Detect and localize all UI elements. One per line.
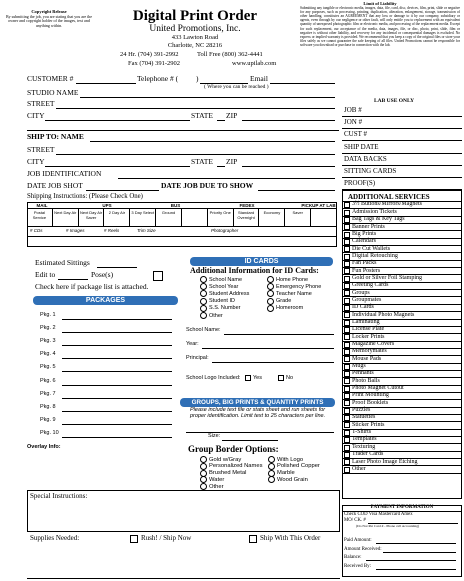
paid-amount-label: Paid Amount: [344, 538, 372, 543]
checkbox-icon[interactable] [344, 305, 350, 311]
service-item-label: Gold or Silver Foil Stamping [352, 274, 423, 281]
ship-street-label: STREET [27, 145, 55, 154]
checkbox-icon[interactable] [344, 408, 350, 414]
border-option-label: Polished Copper [277, 463, 320, 470]
checkbox-icon[interactable] [344, 217, 350, 223]
id-card-option[interactable] [200, 298, 235, 305]
shipping-group-label: BUS [170, 203, 181, 208]
copyright-body: By submitting the job, you are stating that you are the owner and copyright holder of the images, text and anything within. [5, 13, 93, 28]
city-field[interactable] [45, 120, 190, 121]
checkbox-icon[interactable] [344, 371, 350, 377]
balance-label: Balance: [344, 555, 362, 560]
service-item-label: ID Cards [352, 304, 374, 311]
email-field[interactable] [270, 83, 335, 84]
package-field[interactable] [62, 385, 172, 386]
checkbox-icon[interactable] [344, 437, 350, 443]
state-field[interactable] [217, 120, 225, 121]
border-option-label: Wood Grain [277, 476, 308, 483]
company-address: 433 Lawton Road [171, 34, 219, 41]
shipping-option[interactable]: Next Day Air [53, 209, 79, 226]
checkbox-icon[interactable] [344, 334, 350, 340]
date-shot-field[interactable] [86, 190, 159, 191]
service-item-label: Laser Photo Image Etching [352, 458, 418, 465]
job-id-label: JOB IDENTIFICATION [27, 169, 102, 178]
checkbox-icon[interactable] [344, 268, 350, 274]
package-label: Pkg. 6 [40, 377, 56, 384]
checkbox-icon[interactable] [344, 386, 350, 392]
street-label: STREET [27, 99, 55, 108]
ship-to-name-field[interactable] [90, 141, 335, 142]
radio-circle-icon[interactable] [200, 305, 207, 312]
copyright-release [5, 10, 93, 28]
package-field[interactable] [62, 345, 172, 346]
customer-number-field[interactable] [76, 83, 136, 84]
id-card-option[interactable] [200, 276, 242, 283]
liability-body: Submitting any tangible or electronic media, images, data, file, card, disc, devices, film, print, slide or negative for any purposes, such as processing, printing, duplication, alteration, enlargement, storage, transmission of other handling, constitutes an AGREEMENT that any loss or damage to it by our company, subsidiary or agents, even through by our negligence or other fault, will only entitle you to replacement with an equivalent quantity of unexposed photographic film or electronic media, and processing of the replacement media. Except for such replacement, our acceptance of the media, data, images, file, or disc, photo, print, slide, film or negative is without other liability, and recovery for any incidental or consequential damages is excluded. No express or implied warranty is provided. We recommend that you keep a copy of the original files or store your files safely as we cannot guarantee the safe keeping of all files. United Promotions cannot be responsible for software you download or purchase in connection with the lab. [300, 6, 460, 47]
services-list [342, 202, 462, 474]
package-label: Pkg. 3 [40, 338, 56, 345]
edit-to-label: Edit to [35, 270, 56, 279]
lab-field-line[interactable] [342, 153, 462, 154]
checkbox-icon[interactable] [344, 327, 350, 333]
checkbox-icon[interactable] [344, 430, 350, 436]
id-card-option[interactable] [267, 276, 308, 283]
ship-zip-field[interactable] [242, 166, 335, 167]
service-item-label: Photo Magnet Cutout [352, 385, 404, 392]
service-item[interactable] [342, 466, 462, 473]
id-card-option-label: Grade [276, 298, 292, 305]
shipping-count-label: # CDs [30, 228, 43, 233]
package-label: Pkg. 9 [40, 416, 56, 423]
service-item-label: Statuettes [352, 414, 376, 421]
lab-field-label: SHIP DATE [344, 142, 379, 151]
checkbox-icon[interactable] [344, 261, 350, 267]
service-item-label: Locker Prints [352, 333, 385, 340]
poses-label: Pose(s) [91, 270, 114, 279]
estimated-sittings-field[interactable] [97, 267, 137, 268]
service-item-label: T-Shirts [352, 429, 372, 436]
checkbox-icon[interactable] [344, 445, 350, 451]
service-item-label: Magazine Covers [352, 341, 395, 347]
lab-field-line[interactable] [342, 128, 462, 129]
service-item-label: Groups [352, 289, 370, 296]
service-item-label: Big Prints [352, 230, 377, 237]
limit-of-liability [300, 2, 460, 47]
service-item-label: Memorymates [352, 348, 387, 355]
service-item-label: Die Cut Wallets [352, 245, 391, 252]
package-field[interactable] [62, 358, 172, 359]
service-item-label: Photo Balls [352, 377, 380, 384]
service-item-label: Greeting Cards [352, 282, 389, 289]
fax: Fax (704) 391-2902 [128, 60, 180, 67]
shipping-counts-line [27, 236, 337, 237]
lab-field-label: DATA BACKS [344, 154, 387, 163]
shipping-option[interactable] [311, 209, 337, 226]
checkbox-icon[interactable] [344, 356, 350, 362]
radio-circle-icon[interactable] [267, 276, 274, 283]
service-item-label: 3½ Buttons/Mirrors/Magnets [352, 201, 422, 208]
border-option[interactable] [268, 476, 308, 483]
id-card-option[interactable] [200, 312, 223, 319]
id-card-option-label: Homeroom [276, 305, 304, 312]
id-card-option-label: School Name [209, 276, 243, 283]
id-card-option[interactable] [267, 290, 312, 297]
amount-received-label: Amount Received: [344, 547, 382, 552]
estimated-sittings-label: Estimated Sittings [35, 258, 90, 267]
zip-label: ZIP [226, 111, 238, 120]
ship-street-field[interactable] [56, 154, 335, 155]
service-item-label: Proof Booklets [352, 399, 389, 406]
lab-use-heading: LAB USE ONLY [374, 98, 415, 104]
lab-field-label: SITTING CARDS [344, 167, 397, 175]
id-card-option[interactable] [200, 290, 249, 297]
telephone-close: ) [196, 74, 199, 83]
logo-no-checkbox[interactable] [278, 375, 284, 381]
shipping-options-line [27, 226, 337, 227]
package-list-checkbox[interactable] [153, 271, 163, 281]
ship-zip-label: ZIP [226, 157, 238, 166]
checkbox-icon[interactable] [344, 467, 350, 473]
service-item-label: Mouse Pads [352, 355, 382, 362]
package-label: Pkg. 7 [40, 390, 56, 397]
logo-no-label: No [286, 375, 294, 381]
divider [27, 130, 339, 131]
logo-yes-checkbox[interactable] [245, 375, 251, 381]
lab-field-label: JON # [344, 118, 363, 127]
id-cards-heading: ID CARDS [190, 257, 333, 266]
id-card-option-label: Student ID [209, 298, 235, 305]
id-card-option-label: S.S. Number [209, 305, 241, 312]
state-label: STATE [191, 111, 213, 120]
lab-field-line[interactable] [342, 140, 462, 141]
rush-label: Rush! / Ship Now [141, 534, 192, 542]
packages-heading: PACKAGES [33, 296, 178, 305]
service-item-label: Banner Prints [352, 223, 385, 230]
package-label: Pkg. 1 [40, 312, 56, 318]
service-item-label: Fan Packs [352, 260, 377, 267]
service-item-label: License Plate [352, 326, 385, 333]
overlay-info-label: Overlay Info: [27, 444, 61, 450]
principal-label: Principal: [186, 355, 209, 361]
radio-circle-icon[interactable] [267, 305, 274, 312]
company-city: Charlotte, NC 28216 [167, 42, 223, 49]
radio-circle-icon[interactable] [267, 290, 274, 297]
checkbox-icon[interactable] [344, 276, 350, 282]
checkbox-icon[interactable] [344, 290, 350, 296]
checkbox-icon[interactable] [344, 422, 350, 428]
border-option-label: Personalized Names [209, 463, 263, 470]
radio-circle-icon[interactable] [200, 276, 207, 283]
package-field[interactable] [62, 319, 172, 320]
checkbox-icon[interactable] [344, 298, 350, 304]
package-list-label: Check here if package list is attached. [35, 282, 149, 291]
customer-number-label: CUSTOMER # [27, 74, 74, 83]
ship-state-field[interactable] [217, 166, 225, 167]
year-label: Year: [186, 341, 199, 347]
service-item-label: Digital Retouching [352, 252, 398, 259]
ship-with-label: Ship With This Order [260, 534, 321, 542]
page-title: Digital Print Order [132, 8, 258, 24]
checkbox-icon[interactable] [344, 349, 350, 355]
supplies-bottom-line [27, 578, 340, 579]
radio-circle-icon[interactable] [268, 476, 275, 483]
shipping-group-label: MAIL [36, 203, 48, 208]
school-name-field[interactable] [224, 334, 334, 335]
radio-circle-icon[interactable] [200, 298, 207, 305]
shipping-option[interactable]: Saver [285, 209, 311, 226]
service-item-label: Print Mounting [352, 392, 389, 399]
package-label: Pkg. 5 [40, 364, 56, 371]
id-card-option[interactable] [200, 283, 238, 290]
radio-circle-icon[interactable] [200, 290, 207, 297]
mo-ck-label: MO/ CK. # [344, 518, 366, 523]
groups-note: Please include text file or stats sheet and run sheets for proper identification. Limit text to 25 characters per line. [190, 407, 326, 420]
service-item-label: Laminating [352, 318, 380, 325]
border-option-label: With Logo [277, 456, 304, 463]
shipping-option[interactable]: Priority One [208, 209, 234, 226]
id-card-option[interactable] [267, 305, 303, 312]
school-name-label: School Name: [186, 327, 221, 333]
payment-methods: Check COD Visa Mastercard Amex [344, 512, 413, 517]
shipping-group-label: PICKUP AT LAB [301, 203, 336, 208]
amount-received-field[interactable] [383, 552, 456, 553]
service-item-label: Mugs [352, 363, 366, 370]
checkbox-icon[interactable] [344, 393, 350, 399]
checkbox-icon[interactable] [344, 364, 350, 370]
shipping-option[interactable]: Economy [260, 209, 286, 226]
id-card-option[interactable] [267, 298, 291, 305]
checkbox-icon[interactable] [344, 378, 350, 384]
shipping-option[interactable]: 3 Day Select [130, 209, 156, 226]
supplies-needed-label: Supplies Needed: [30, 534, 80, 542]
checkbox-icon[interactable] [344, 254, 350, 260]
checkbox-icon[interactable] [344, 415, 350, 421]
service-item-label: Calendars [352, 238, 376, 245]
id-card-option[interactable] [267, 283, 321, 290]
service-item-label: Individual Photo Magnets [352, 311, 415, 318]
size-label: Size: [208, 433, 221, 439]
reach-note: ( Where you can be reached ) [204, 84, 269, 90]
payment-heading: PAYMENT INFORMATION [370, 505, 434, 510]
date-due-label: DATE JOB DUE TO SHOW [161, 181, 254, 190]
email-label: Email [250, 74, 268, 83]
additional-services-heading: ADDITIONAL SERVICES [348, 193, 430, 201]
id-cards-subheading: Additional Information for ID Cards: [190, 266, 319, 275]
lab-field-label: CUST # [344, 130, 368, 139]
phone-local: 24 Hr. (704) 391-2992 [120, 51, 179, 58]
checkbox-icon[interactable] [344, 246, 350, 252]
school-logo-label: School Logo Included: [186, 375, 241, 381]
package-field[interactable] [62, 411, 172, 412]
border-option-label: Water [209, 476, 225, 483]
service-item-label: Pennants [352, 370, 374, 377]
radio-circle-icon[interactable] [267, 298, 274, 305]
service-item-label: Templates [352, 436, 377, 443]
rush-checkbox[interactable] [130, 535, 138, 543]
checkbox-icon[interactable] [344, 224, 350, 230]
shipping-option[interactable]: Ground [156, 209, 182, 226]
id-card-option-label: Home Phone [276, 276, 309, 283]
liability-title: Limit of Liability [363, 1, 397, 6]
package-label: Pkg. 8 [40, 403, 56, 410]
shipping-count-label: # Images [66, 228, 85, 233]
special-instructions-label: Special Instructions: [30, 492, 88, 500]
package-label: Pkg. 10 [40, 429, 59, 436]
checkbox-icon[interactable] [344, 239, 350, 245]
zip-field[interactable] [242, 120, 335, 121]
lab-field-line[interactable] [342, 177, 462, 178]
received-by-label: Received By: [344, 564, 372, 569]
street-field[interactable] [56, 108, 335, 109]
date-shot-label: DATE JOB SHOT [27, 181, 83, 190]
company-name: United Promotions, Inc. [149, 24, 241, 34]
groups-heading: GROUPS, BIG PRINTS & QUANTITY PRINTS [180, 398, 335, 407]
website: www.upilab.com [232, 60, 277, 67]
border-option-label: Brushed Metal [209, 470, 247, 477]
city-label: CITY [27, 111, 45, 120]
date-due-field[interactable] [258, 190, 335, 191]
shipping-option[interactable]: 2 Day Air [105, 209, 131, 226]
service-item-label: Trader Cards [352, 451, 384, 458]
service-item-label: Sticker Prints [352, 421, 385, 428]
id-card-option-label: Emergency Phone [276, 283, 322, 290]
paid-amount-field[interactable] [376, 543, 456, 544]
border-option-label: Marble [277, 470, 295, 477]
shipping-count-label: Trim Size [137, 228, 156, 233]
shipping-option[interactable]: Next Day Air Saver [79, 209, 105, 226]
shipping-count-label: Photographer [211, 228, 239, 233]
id-card-option-label: Teacher Name [276, 290, 312, 297]
checkbox-icon[interactable] [344, 342, 350, 348]
checkbox-icon[interactable] [344, 232, 350, 238]
year-field[interactable] [202, 348, 334, 349]
logo-yes-label: Yes [253, 375, 262, 381]
shipping-group-label: FEDEX [239, 203, 255, 208]
shipping-count-label: # Reels [104, 228, 120, 233]
checkbox-icon[interactable] [344, 210, 350, 216]
ship-to-label: SHIP TO: NAME [27, 132, 84, 141]
radio-circle-icon[interactable] [200, 312, 207, 319]
header [95, 8, 295, 50]
balance-field[interactable] [366, 560, 456, 561]
service-item-label: Texturing [352, 443, 376, 450]
id-card-option-label: Student Address [209, 290, 250, 297]
id-card-option[interactable] [200, 305, 240, 312]
shipping-option[interactable]: Postal Service [27, 209, 53, 226]
checkbox-icon[interactable] [344, 312, 350, 318]
checkbox-icon[interactable] [344, 202, 350, 208]
package-label: Pkg. 2 [40, 325, 56, 332]
checkbox-icon[interactable] [344, 320, 350, 326]
lab-field-label: PROOF(S) [344, 179, 376, 188]
ship-city-field[interactable] [45, 166, 190, 167]
studio-name-label: STUDIO NAME [27, 88, 79, 97]
telephone-label: Telephone # ( [137, 74, 179, 83]
service-item-label: Other [352, 465, 366, 472]
package-label: Pkg. 4 [40, 351, 56, 358]
checkbox-icon[interactable] [344, 400, 350, 406]
shipping-option[interactable] [182, 209, 208, 226]
service-item-label: Bag Tags & Key Tags [352, 216, 405, 223]
received-by-field[interactable] [376, 569, 456, 570]
shipping-instructions: Shipping Instructions: (Please Check One) [27, 193, 143, 200]
principal-field[interactable] [212, 362, 334, 363]
ship-state-label: STATE [191, 157, 213, 166]
studio-name-field[interactable] [80, 97, 335, 98]
lab-field-line[interactable] [342, 165, 462, 166]
package-field[interactable] [62, 437, 172, 438]
checkbox-icon[interactable] [344, 283, 350, 289]
checkbox-icon[interactable] [344, 459, 350, 465]
copyright-title: Copyright Release [31, 9, 67, 14]
package-field[interactable] [62, 371, 172, 372]
service-item-label: Fun Posters [352, 267, 381, 274]
radio-circle-icon[interactable] [267, 283, 274, 290]
ship-with-checkbox[interactable] [249, 535, 257, 543]
package-field[interactable] [62, 398, 172, 399]
payment-note: (Do Not Put Card # - Phone call Accounting) [356, 524, 420, 528]
id-card-option-label: School Year [209, 283, 239, 290]
lab-field-label: JOB # [344, 106, 362, 114]
group-border-heading: Group Border Options: [188, 444, 279, 454]
service-item-label: Puzzles [352, 407, 371, 414]
checkbox-icon[interactable] [344, 452, 350, 458]
edit-to-field[interactable] [58, 279, 88, 280]
package-field[interactable] [62, 332, 172, 333]
border-option-label: Gold w/Gray [209, 456, 242, 463]
phone-tollfree: Toll Free (800) 362-4441 [197, 51, 263, 58]
service-item-label: Admission Tickets [352, 208, 397, 215]
job-id-field[interactable] [118, 178, 335, 179]
ship-city-label: CITY [27, 157, 45, 166]
size-field[interactable] [222, 440, 278, 441]
radio-circle-icon[interactable] [200, 283, 207, 290]
shipping-option[interactable]: Standard Overnight [234, 209, 260, 226]
shipping-group-label: UPS [102, 203, 112, 208]
id-card-option-label: Other [209, 312, 223, 319]
border-option-label: Other [209, 483, 224, 490]
lab-field-line[interactable] [342, 116, 462, 117]
package-field[interactable] [62, 424, 172, 425]
service-item-label: Groupmates [352, 296, 382, 303]
